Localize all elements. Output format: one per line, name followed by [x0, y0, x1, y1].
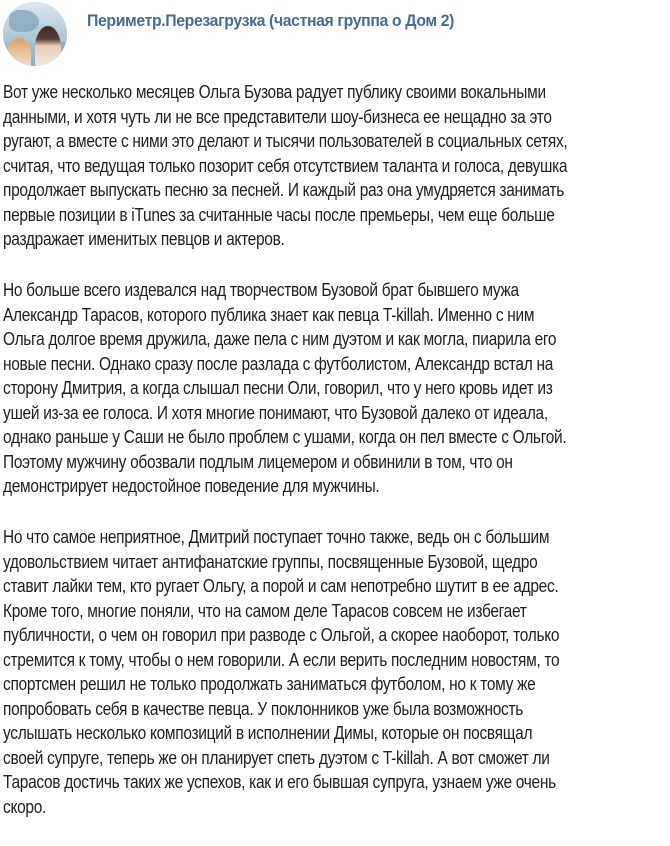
- text-line: Александр Тарасов, которого публика знает как певца T-killah. Именно с ним: [3, 304, 535, 325]
- text-line: демонстрирует недостойное поведение для мужчины.: [3, 476, 380, 496]
- paragraph-1: [3, 80, 667, 252]
- text-line: скоро.: [3, 796, 47, 817]
- text-line: попробовать себя в качестве певца. У поклонников уже была возможность: [3, 698, 524, 719]
- text-line: спортсмен решил не только продолжать заниматься футболом, но к тому же: [3, 674, 536, 694]
- group-avatar[interactable]: [3, 2, 67, 66]
- paragraph-3: [3, 525, 667, 819]
- text-line: считая, что ведущая только позорит себя отсутствием таланта и голоса, девушка: [3, 155, 568, 176]
- post-header: [0, 0, 670, 70]
- text-line: первые позиции в iTunes за считанные часы после премьеры, чем еще больше: [3, 204, 555, 225]
- text-line: Тарасов достичь таких же успехов, как и его бывшая супруга, узнаем уже очень: [3, 772, 556, 792]
- text-line: Но больше всего издевался над творчеством Бузовой брат бывшего мужа: [3, 280, 519, 300]
- text-line: однако раньше у Саши не было проблем с ушами, когда он пел вместе с Ольгой.: [3, 427, 567, 447]
- text-line: ставит лайки тем, кто ругает Ольгу, а порой и сам непотребно шутит в ее адрес.: [3, 576, 559, 596]
- text-line: удовольствием читает антифанатские группы, посвященные Бузовой, щедро: [3, 551, 538, 572]
- text-line: ругают, а вместе с ними это делают и тысячи пользователей в социальных сетях,: [3, 131, 568, 151]
- text-line: Поэтому мужчину обозвали подлым лицемером и обвинили в том, что он: [3, 451, 513, 472]
- text-line: публичности, о чем он говорил при разводе с Ольгой, а скорее наоборот, только: [3, 625, 560, 645]
- group-name-link[interactable]: Периметр.Перезагрузка (частная группа о Дом 2): [87, 11, 455, 30]
- avatar-person-left: [7, 38, 31, 66]
- text-line: Вот уже несколько месяцев Ольга Бузова радует публику своими вокальными: [3, 82, 546, 102]
- paragraph-2: [3, 278, 667, 499]
- text-line: раздражает именитых певцов и актеров.: [3, 229, 285, 249]
- avatar-person-right: [35, 26, 61, 66]
- text-line: услышать несколько композиций в исполнении Димы, которые он посвящал: [3, 723, 533, 743]
- text-line: своей супруге, теперь же он планирует спеть дуэтом с T-killah. А вот сможет ли: [3, 747, 550, 768]
- text-line: сторону Дмитрия, а когда слышал песни Оли, говорил, что у него кровь идет из: [3, 378, 553, 398]
- text-line: продолжает выпускать песню за песней. И каждый раз она умудряется занимать: [3, 180, 564, 200]
- article-body: [3, 80, 667, 846]
- text-line: Но что самое неприятное, Дмитрий поступает точно также, ведь он с большим: [3, 527, 550, 547]
- text-line: данными, и хотя чуть ли не все представители шоу-бизнеса ее нещадно за это: [3, 106, 552, 127]
- text-line: Кроме того, многие поняли, что на самом деле Тарасов совсем не избегает: [3, 600, 527, 621]
- text-line: новые песни. Однако сразу после разлада с футболистом, Александр встал на: [3, 353, 554, 374]
- avatar-map-shape: [9, 10, 39, 32]
- text-line: ушей из-за ее голоса. И хотя многие понимают, что Бузовой далеко от идеала,: [3, 402, 548, 423]
- text-line: Ольга долгое время дружила, даже пела с ним дуэтом и как могла, пиарила его: [3, 329, 557, 349]
- text-line: стремится к тому, чтобы о нем говорили. А если верить последним новостям, то: [3, 649, 560, 670]
